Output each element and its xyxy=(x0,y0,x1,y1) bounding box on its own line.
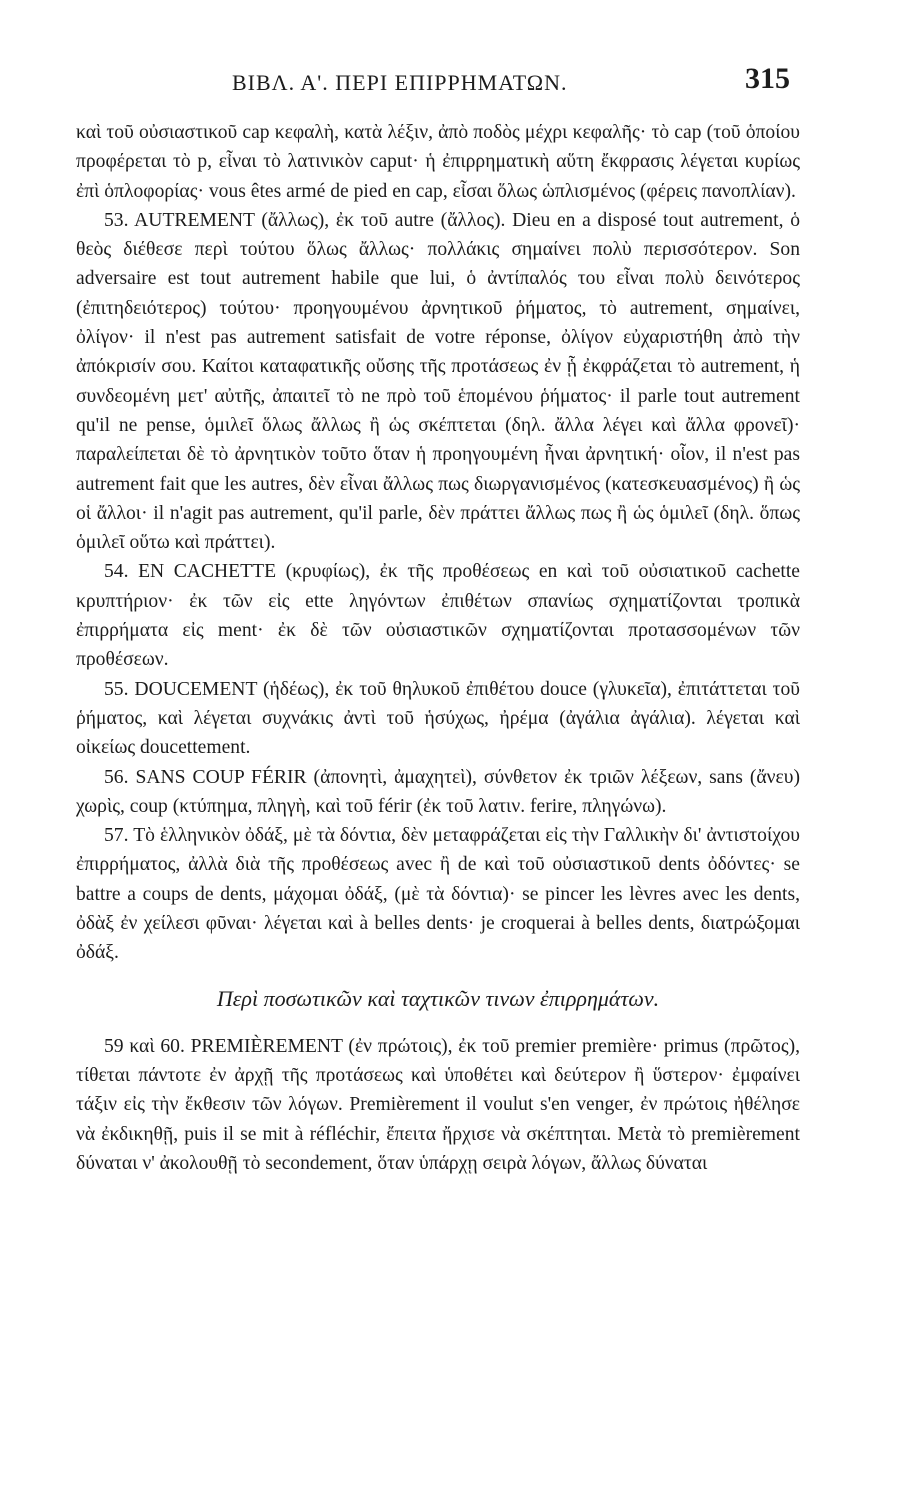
page-number: 315 xyxy=(745,62,790,95)
entry-text: SANS COUP FÉRIR (ἀπονητὶ, ἀμαχητεὶ), σύνθετον ἐκ τριῶν λέξεων, sans (ἄνευ) χωρὶς, coup (κτύπημα, πληγὴ, καὶ τοῦ férir (ἐκ τοῦ λατιν. ferire, πληγώνω). xyxy=(76,766,800,817)
paragraph-continuation xyxy=(76,118,800,206)
entry-text: EN CACHETTE (κρυφίως), ἐκ τῆς προθέσεως en καὶ τοῦ οὐσιατικοῦ cachette κρυπτήριον· ἐκ τῶν εἰς ette ληγόντων ἐπιθέτων σπανίως σχηματίζονται τροπικὰ ἐπιρρήματα εἰς ment· ἐκ δὲ τῶν οὐσιαστικῶν σχηματίζονται προτασσομένων τῶν προθέσεων. xyxy=(76,561,800,671)
entry-number: 59 καὶ 60. xyxy=(104,1035,185,1057)
section-heading: Περὶ ποσωτικῶν καὶ ταχτικῶν τινων ἐπιρρημάτων. xyxy=(216,985,660,1011)
entry-54 xyxy=(76,557,800,674)
entry-number: 54. xyxy=(104,561,129,583)
entry-57 xyxy=(76,821,800,967)
entry-59-60 xyxy=(76,1032,800,1178)
entry-text: DOUCEMENT (ἡδέως), ἐκ τοῦ θηλυκοῦ ἐπιθέτου douce (γλυκεῖα), ἐπιτάττεται τοῦ ῥήματος, καὶ λέγεται συχνάκις ἀντὶ τοῦ ἡσύχως, ἠρέμα (ἀγάλια ἀγάλια). λέγεται καὶ οἰκείως doucettement. xyxy=(76,678,800,759)
entry-number: 56. xyxy=(104,766,129,788)
entry-text: Τὸ ἑλληνικὸν ὀδάξ, μὲ τὰ δόντια, δὲν μεταφράζεται εἰς τὴν Γαλλικὴν δι' ἀντιστοίχου ἐπιρρήματος, ἀλλὰ διὰ τῆς προθέσεως avec ἢ de καὶ τοῦ οὐσιαστικοῦ dents ὀδόντες· se battre a coups de dents, μάχομαι ὀδάξ, (μὲ τὰ δόντια)· se pincer les lèvres avec les dents, ὀδὰξ ἐν χείλεσι φῦναι· λέγεται καὶ à belles dents· je croquerai à belles dents, διατρώξομαι ὀδάξ. xyxy=(76,825,800,964)
entry-number: 55. xyxy=(104,678,129,700)
entry-text: AUTREMENT (ἄλλως), ἐκ τοῦ autre (ἄλλος). Dieu en a disposé tout autrement, ὁ θεὸς διέθεσε περὶ τούτου ὅλως ἄλλως· πολλάκις σημαίνει πολὺ περισσότερον. Son adversaire est tout autrement habile que lui, ὁ ἀντίπαλός του εἶναι πολὺ δεινότερος (ἐπιτηδειότερος) τούτου· προηγουμένου ἀρνητικοῦ ῥήματος, τὸ autrement, σημαίνει, ὀλίγον· il n'est pas autrement satisfait de votre réponse, ὀλίγον εὐχαριστήθη ἀπὸ τὴν ἀπόκρισίν σου. Καίτοι καταφατικῆς οὔσης τῆς προτάσεως ἐν ᾗ ἐκφράζεται τὸ autrement, ἡ συνδεομένη μετ' αὐτῆς, ἀπαιτεῖ τὸ ne πρὸ τοῦ ἑπομένου ῥήματος· il parle tout autrement qu'il ne pense, ὁμιλεῖ ὅλως ἄλλως ἢ ὡς σκέπτεται (δηλ. ἄλλα λέγει καὶ ἄλλα φρονεῖ)· παραλείπεται δὲ τὸ ἀρνητικὸν τοῦτο ὅταν ἡ προηγουμένη ἦναι ἀρνητική· οἷον, il n'est pas autrement fait que les autres, δὲν εἶναι ἄλλως πως διωργανισμένος (κατεσκευασμένος) ἢ ὡς οἱ ἄλλοι· il n'agit pas autrement, qu'il parle, δὲν πράττει ἄλλως πως ἢ ὡς ὁμιλεῖ (δηλ. ὅπως ὁμιλεῖ οὕτω καὶ πράττει). xyxy=(76,209,800,554)
page-header xyxy=(232,62,790,102)
paragraph-text: καὶ τοῦ οὐσιαστικοῦ cap κεφαλὴ, κατὰ λέξιν, ἀπὸ ποδὸς μέχρι κεφαλῆς· τὸ cap (τοῦ ὁποίου προφέρεται τὸ p, εἶναι τὸ λατινικὸν caput· ἡ ἐπιρρηματικὴ αὕτη ἔκφρασις λέγεται κυρίως ἐπὶ ὁπλοφορίας· vous êtes armé de pied en cap, εἶσαι ὅλως ὡπλισμένος (φέρεις πανοπλίαν). xyxy=(76,122,800,202)
entry-56 xyxy=(76,763,800,822)
entry-text: PREMIÈREMENT (ἐν πρώτοις), ἐκ τοῦ premier première· primus (πρῶτος), τίθεται πάντοτε ἐν ἀρχῇ τῆς προτάσεως καὶ ὑποθέτει καὶ δεύτερον ἢ ὕστερον· ἐμφαίνει τάξιν εἰς τὴν ἔκθεσιν τῶν λόγων. Premièrement il voulut s'en venger, ἐν πρώτοις ἠθέλησε νὰ ἐκδικηθῇ, puis il se mit à réfléchir, ἔπειτα ἤρχισε νὰ σκέπτηται. Μετὰ τὸ premièrement δύναται ν' ἀκολουθῇ τὸ secondement, ὅταν ὑπάρχῃ σειρὰ λόγων, ἄλλως δύναται xyxy=(76,1035,800,1174)
entry-number: 53. xyxy=(104,209,129,231)
running-title: ΒΙΒΛ. Α'. ΠΕΡΙ ΕΠΙΡΡΗΜΑΤΩΝ. xyxy=(232,70,568,95)
entry-53 xyxy=(76,206,800,558)
entry-55 xyxy=(76,675,800,763)
body-text xyxy=(76,118,800,1178)
entry-number: 57. xyxy=(104,825,129,847)
